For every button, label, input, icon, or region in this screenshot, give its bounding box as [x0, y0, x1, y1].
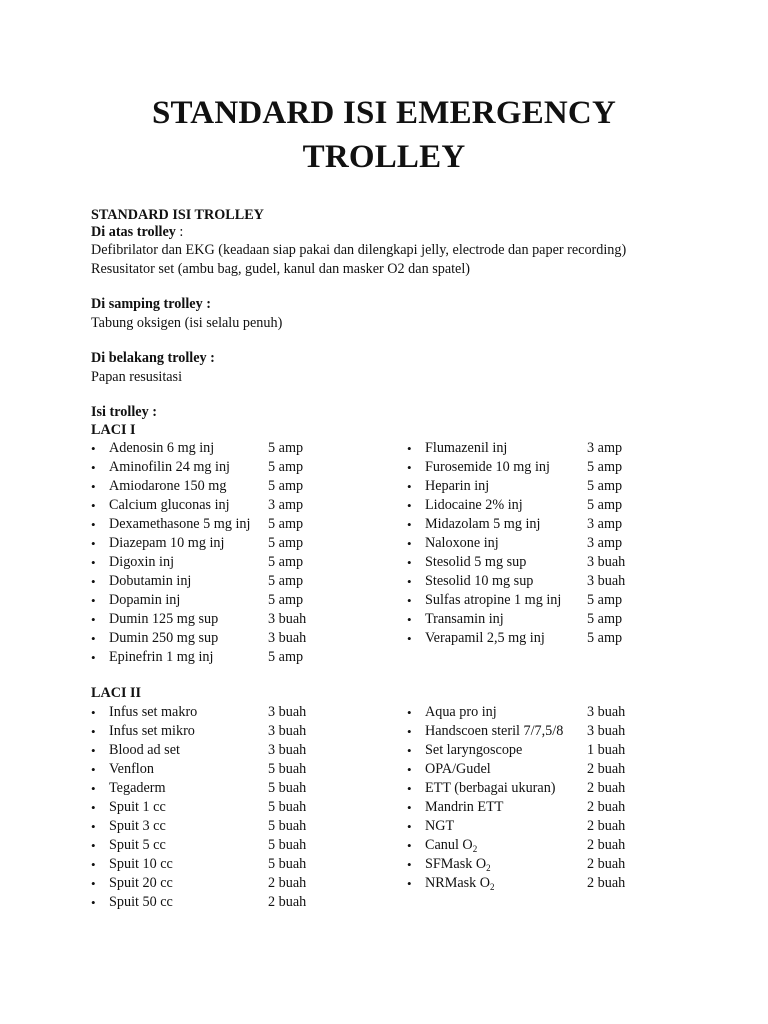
- item-name: [425, 817, 454, 836]
- item-name: [109, 836, 166, 855]
- item-name: [425, 836, 477, 855]
- bullet-icon: •: [91, 517, 96, 532]
- item-quantity: 5 amp: [268, 554, 304, 570]
- bullet-icon: •: [91, 876, 96, 891]
- item-name: [109, 629, 218, 648]
- bullet-icon: •: [407, 612, 412, 627]
- item-name-text: Flumazenil inj: [425, 440, 508, 456]
- item-name-text: Epinefrin 1 mg inj: [109, 649, 214, 665]
- item-name: [109, 477, 226, 496]
- item-quantity: 5 amp: [587, 478, 623, 494]
- bullet-icon: •: [407, 762, 412, 777]
- item-name: [425, 874, 495, 893]
- item-quantity: 2 buah: [587, 856, 626, 872]
- item-quantity: 5 amp: [268, 573, 304, 589]
- item-name-text: Calcium gluconas inj: [109, 497, 230, 513]
- item-name: [109, 496, 230, 515]
- item-name-text: NGT: [425, 818, 455, 834]
- bullet-icon: •: [91, 895, 96, 910]
- title-line-2: TROLLEY: [302, 139, 466, 175]
- item-quantity: 3 buah: [587, 723, 626, 739]
- item-quantity: 5 amp: [587, 630, 623, 646]
- belakang-heading: Di belakang trolley :: [91, 350, 215, 366]
- atas-heading-line: [91, 223, 183, 242]
- item-name-text: Adenosin 6 mg inj: [109, 440, 215, 456]
- item-name-text: Stesolid 10 mg sup: [425, 573, 534, 589]
- item-quantity: 5 amp: [268, 478, 304, 494]
- item-name: [425, 760, 491, 779]
- bullet-icon: •: [91, 724, 96, 739]
- item-name-text: Naloxone inj: [425, 535, 499, 551]
- bullet-icon: •: [91, 650, 96, 665]
- item-name-text: SFMask O: [425, 856, 487, 872]
- item-name: [109, 779, 166, 798]
- item-name: [425, 591, 561, 610]
- bullet-icon: •: [91, 536, 96, 551]
- item-quantity: 2 buah: [268, 875, 307, 891]
- item-name-text: OPA/Gudel: [425, 761, 491, 777]
- item-name-text: Aqua pro inj: [425, 704, 497, 720]
- item-quantity: 3 buah: [587, 704, 626, 720]
- item-name: [109, 515, 250, 534]
- bullet-icon: •: [407, 555, 412, 570]
- bullet-icon: •: [407, 876, 412, 891]
- bullet-icon: •: [407, 498, 412, 513]
- bullet-icon: •: [407, 479, 412, 494]
- bullet-icon: •: [407, 593, 412, 608]
- item-name-text: Dexamethasone 5 mg inj: [109, 516, 251, 532]
- bullet-icon: •: [407, 574, 412, 589]
- item-name-text: Midazolam 5 mg inj: [425, 516, 541, 532]
- bullet-icon: •: [91, 819, 96, 834]
- item-name-text: Amiodarone 150 mg: [109, 478, 227, 494]
- item-quantity: 3 buah: [268, 630, 307, 646]
- item-name-text: Spuit 1 cc: [109, 799, 166, 815]
- item-name-text: ETT (berbagai ukuran): [425, 780, 556, 796]
- item-quantity: 2 buah: [587, 799, 626, 815]
- item-quantity: 3 buah: [268, 742, 307, 758]
- item-name-text: Handscoen steril 7/7,5/8: [425, 723, 564, 739]
- atas-heading-suffix: :: [175, 224, 184, 240]
- bullet-icon: •: [91, 612, 96, 627]
- bullet-icon: •: [407, 800, 412, 815]
- item-name-text: Infus set makro: [109, 704, 198, 720]
- samping-line-1: Tabung oksigen (isi selalu penuh): [91, 315, 283, 331]
- item-subscript: 2: [486, 863, 491, 873]
- item-quantity: 5 amp: [268, 649, 304, 665]
- bullet-icon: •: [407, 460, 412, 475]
- item-name: [425, 534, 499, 553]
- item-name: [109, 722, 195, 741]
- title-line-1: STANDARD ISI EMERGENCY: [151, 95, 616, 131]
- item-subscript: 2: [490, 882, 495, 892]
- item-name-text: Heparin inj: [425, 478, 490, 494]
- bullet-icon: •: [407, 536, 412, 551]
- item-name: [109, 798, 166, 817]
- bullet-icon: •: [407, 743, 412, 758]
- laci2-heading: LACI II: [91, 685, 142, 701]
- item-quantity: 5 buah: [268, 761, 307, 777]
- item-name: [425, 610, 504, 629]
- bullet-icon: •: [91, 479, 96, 494]
- item-name-text: Dobutamin inj: [109, 573, 192, 589]
- item-name-text: Spuit 20 cc: [109, 875, 173, 891]
- item-name-text: Venflon: [109, 761, 154, 777]
- item-quantity: 2 buah: [268, 894, 307, 910]
- item-name-text: Spuit 5 cc: [109, 837, 166, 853]
- item-quantity: 2 buah: [587, 837, 626, 853]
- item-quantity: 5 buah: [268, 780, 307, 796]
- atas-line-1: Defibrilator dan EKG (keadaan siap pakai dan dilengkapi jelly, electrode dan paper recording): [91, 242, 627, 258]
- item-name: [425, 855, 491, 874]
- item-quantity: 5 buah: [268, 856, 307, 872]
- item-name: [425, 629, 545, 648]
- item-quantity: 5 amp: [587, 459, 623, 475]
- item-name-text: Spuit 3 cc: [109, 818, 166, 834]
- item-name-text: Dumin 125 mg sup: [109, 611, 219, 627]
- section-subtitle: STANDARD ISI TROLLEY: [91, 207, 264, 223]
- item-quantity: 3 amp: [587, 440, 623, 456]
- bullet-icon: •: [91, 574, 96, 589]
- bullet-icon: •: [91, 631, 96, 646]
- item-name: [425, 703, 497, 722]
- item-name: [109, 874, 173, 893]
- item-quantity: 2 buah: [587, 818, 626, 834]
- item-name-text: Transamin inj: [425, 611, 504, 627]
- bullet-icon: •: [407, 631, 412, 646]
- bullet-icon: •: [407, 819, 412, 834]
- bullet-icon: •: [407, 857, 412, 872]
- bullet-icon: •: [91, 705, 96, 720]
- item-name-text: Tegaderm: [109, 780, 166, 796]
- item-name: [425, 515, 540, 534]
- bullet-icon: •: [91, 800, 96, 815]
- bullet-icon: •: [91, 460, 96, 475]
- item-name-text: Infus set mikro: [109, 723, 195, 739]
- item-name: [109, 893, 173, 912]
- item-name: [425, 553, 526, 572]
- item-name-text: Stesolid 5 mg sup: [425, 554, 527, 570]
- bullet-icon: •: [407, 724, 412, 739]
- item-name: [425, 722, 563, 741]
- item-name: [425, 798, 503, 817]
- item-quantity: 3 buah: [268, 611, 307, 627]
- item-quantity: 5 buah: [268, 799, 307, 815]
- item-name-text: Blood ad set: [109, 742, 180, 758]
- bullet-icon: •: [91, 555, 96, 570]
- item-quantity: 5 amp: [587, 497, 623, 513]
- atas-heading: Di atas trolley: [91, 224, 176, 240]
- item-name-text: Sulfas atropine 1 mg inj: [425, 592, 562, 608]
- item-quantity: 3 amp: [587, 516, 623, 532]
- item-quantity: 5 buah: [268, 818, 307, 834]
- bullet-icon: •: [91, 762, 96, 777]
- item-name-text: Spuit 10 cc: [109, 856, 173, 872]
- item-name-text: Canul O: [425, 837, 473, 853]
- item-name: [109, 760, 154, 779]
- item-name-text: Aminofilin 24 mg inj: [109, 459, 230, 475]
- item-name-text: Dumin 250 mg sup: [109, 630, 219, 646]
- item-name-text: NRMask O: [425, 875, 491, 891]
- item-subscript: 2: [472, 844, 478, 854]
- bullet-icon: •: [407, 838, 412, 853]
- item-name-text: Verapamil 2,5 mg inj: [425, 630, 545, 646]
- item-name: [109, 458, 230, 477]
- bullet-icon: •: [407, 705, 412, 720]
- item-name-text: Lidocaine 2% inj: [425, 497, 523, 513]
- bullet-icon: •: [91, 593, 96, 608]
- bullet-icon: •: [91, 781, 96, 796]
- item-name: [109, 534, 224, 553]
- item-name-text: Mandrin ETT: [425, 799, 504, 815]
- bullet-icon: •: [91, 838, 96, 853]
- item-quantity: 5 amp: [587, 592, 623, 608]
- item-name: [109, 703, 197, 722]
- item-name: [109, 591, 180, 610]
- bullet-icon: •: [407, 517, 412, 532]
- belakang-line-1: Papan resusitasi: [91, 369, 183, 385]
- item-name: [425, 779, 556, 798]
- item-name: [425, 572, 533, 591]
- item-name: [425, 477, 489, 496]
- item-quantity: 5 amp: [268, 535, 304, 551]
- item-name: [109, 553, 174, 572]
- item-quantity: 5 amp: [268, 516, 304, 532]
- item-name-text: Digoxin inj: [109, 554, 175, 570]
- item-quantity: 3 amp: [268, 497, 304, 513]
- bullet-icon: •: [407, 781, 412, 796]
- item-quantity: 2 buah: [587, 780, 626, 796]
- item-name: [425, 496, 523, 515]
- item-quantity: 5 amp: [268, 459, 304, 475]
- bullet-icon: •: [407, 441, 412, 456]
- item-quantity: 3 buah: [587, 554, 626, 570]
- bullet-icon: •: [91, 498, 96, 513]
- item-name: [425, 439, 507, 458]
- samping-heading: Di samping trolley :: [91, 296, 211, 312]
- item-name: [109, 817, 166, 836]
- item-name: [109, 572, 191, 591]
- item-name: [109, 610, 218, 629]
- item-quantity: 3 amp: [587, 535, 623, 551]
- item-name: [109, 855, 173, 874]
- item-name: [109, 648, 213, 667]
- item-name: [425, 458, 550, 477]
- laci1-heading: LACI I: [91, 422, 136, 438]
- item-quantity: 3 buah: [268, 704, 307, 720]
- item-name-text: Spuit 50 cc: [109, 894, 173, 910]
- item-name-text: Set laryngoscope: [425, 742, 523, 758]
- item-quantity: 2 buah: [587, 875, 626, 891]
- atas-line-2: Resusitator set (ambu bag, gudel, kanul dan masker O2 dan spatel): [91, 261, 471, 277]
- item-quantity: 5 amp: [268, 592, 304, 608]
- item-quantity: 5 amp: [268, 440, 304, 456]
- item-quantity: 3 buah: [268, 723, 307, 739]
- item-name-text: Dopamin inj: [109, 592, 181, 608]
- item-quantity: 5 amp: [587, 611, 623, 627]
- item-quantity: 5 buah: [268, 837, 307, 853]
- item-quantity: 1 buah: [587, 742, 626, 758]
- item-name-text: Furosemide 10 mg inj: [425, 459, 550, 475]
- item-name: [109, 741, 180, 760]
- document-title: [0, 91, 768, 179]
- item-quantity: 2 buah: [587, 761, 626, 777]
- bullet-icon: •: [91, 857, 96, 872]
- item-quantity: 3 buah: [587, 573, 626, 589]
- item-name-text: Diazepam 10 mg inj: [109, 535, 225, 551]
- bullet-icon: •: [91, 441, 96, 456]
- item-name: [425, 741, 522, 760]
- item-name: [109, 439, 214, 458]
- isi-heading: Isi trolley :: [91, 404, 157, 420]
- bullet-icon: •: [91, 743, 96, 758]
